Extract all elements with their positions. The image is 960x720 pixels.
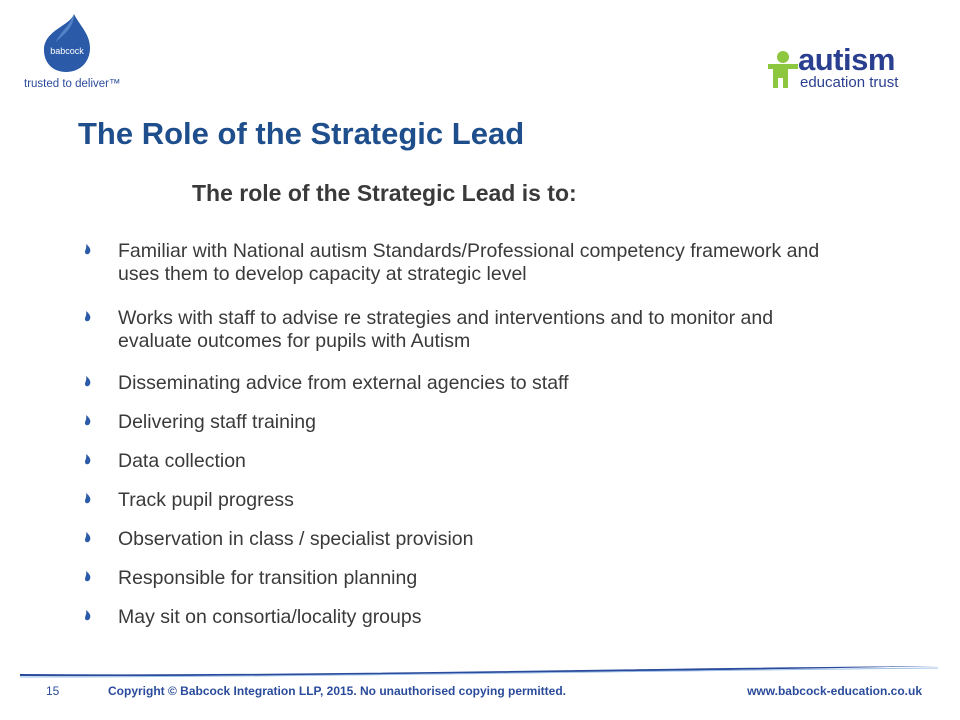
page-number: 15 — [46, 684, 60, 698]
bullet-icon — [85, 571, 91, 582]
autism-education-trust-logo — [764, 44, 934, 94]
list-item-text: May sit on consortia/locality groups — [118, 606, 422, 628]
copyright-notice: Copyright © Babcock Integration LLP, 2015. No unauthorised copying permitted. — [108, 684, 567, 698]
bullet-icon — [85, 244, 91, 255]
website-link[interactable]: www.babcock-education.co.uk — [747, 684, 922, 698]
footer-swoosh-divider — [20, 664, 940, 678]
list-item-text: Familiar with National autism Standards/Professional competency framework and uses them to develop capacity at strategic level — [118, 240, 820, 285]
person-figure-icon — [766, 50, 800, 90]
babcock-logo — [22, 12, 142, 92]
list-item-text: Responsible for transition planning — [118, 567, 418, 589]
list-item-text: Data collection — [118, 450, 246, 472]
autism-logo-word: autism — [798, 42, 895, 77]
bullet-icon — [85, 415, 91, 426]
babcock-drop-icon — [30, 12, 96, 74]
autism-logo-sub: education trust — [800, 74, 899, 91]
bullet-icon — [85, 493, 91, 504]
bullet-icon — [85, 311, 91, 322]
list-item-text: Delivering staff training — [118, 411, 316, 433]
list-item-text: Disseminating advice from external agencies to staff — [118, 372, 569, 394]
page-subtitle: The role of the Strategic Lead is to: — [192, 180, 577, 206]
bullet-icon — [85, 532, 91, 543]
bullet-icon — [85, 376, 91, 387]
page-title: The Role of the Strategic Lead — [78, 116, 525, 151]
bullet-icon — [85, 610, 91, 621]
list-item-text: Works with staff to advise re strategies and interventions and to monitor and evaluate outcomes for pupils with Autism — [118, 307, 774, 352]
babcock-tagline: trusted to deliver™ — [24, 78, 121, 90]
list-item-text: Observation in class / specialist provision — [118, 528, 474, 550]
list-item-text: Track pupil progress — [118, 489, 294, 511]
babcock-logo-text: babcock — [50, 46, 84, 56]
bullet-icon — [85, 454, 91, 465]
